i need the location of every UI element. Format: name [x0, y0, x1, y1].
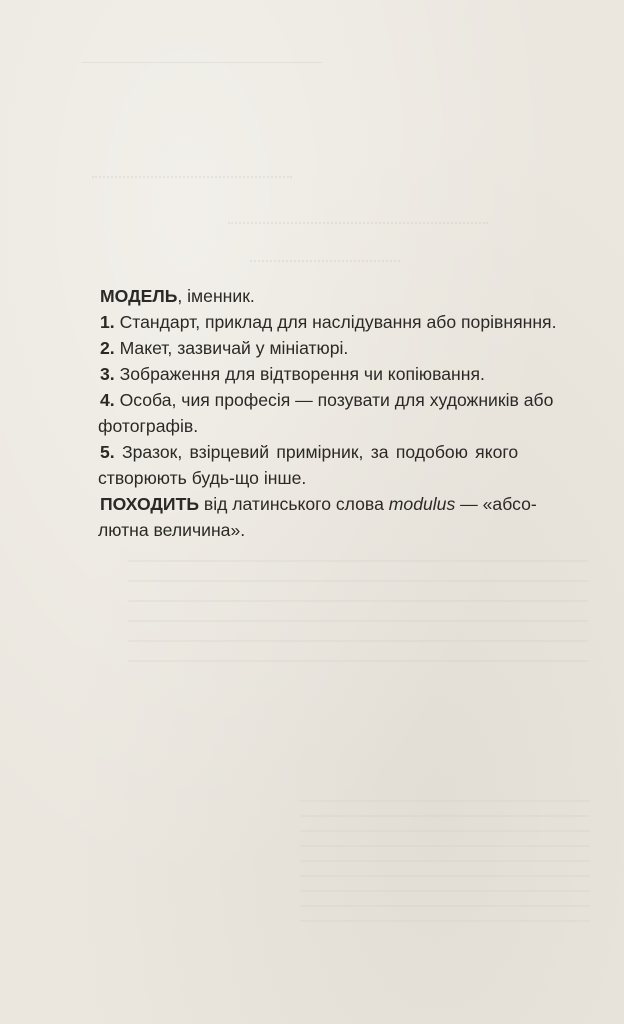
bleed-through-text-block	[128, 560, 588, 680]
bleed-through-handwriting	[228, 196, 488, 224]
sense-5	[100, 439, 587, 491]
sense-text: Макет, зазвичай у мініатюрі.	[114, 338, 349, 358]
sense-text: Зображення для відтворення чи копіювання.	[114, 364, 485, 384]
bleed-through-handwriting	[92, 150, 292, 178]
sense-number: 5.	[100, 442, 115, 462]
etymology-text-continued: лютна величина».	[98, 520, 246, 540]
sense-number: 1.	[100, 312, 115, 332]
sense-number: 3.	[100, 364, 115, 384]
sense-number: 4.	[100, 390, 115, 410]
sense-number: 2.	[100, 338, 115, 358]
sense-4	[100, 387, 587, 439]
sense-1	[100, 309, 587, 335]
sense-2	[100, 335, 587, 361]
etymology-text: від латинського слова	[198, 494, 389, 514]
sense-text-continued: фотографів.	[98, 416, 199, 436]
sense-text: Особа, чия професія — позувати для художників або	[114, 390, 554, 410]
bleed-through-mark	[82, 62, 322, 75]
sense-text: Зразок, взірцевий примірник, за подобою якого	[114, 442, 519, 462]
entry-headword: МОДЕЛЬ	[100, 286, 178, 306]
bleed-through-handwriting	[250, 240, 400, 262]
sense-text-continued: створюють будь-що інше.	[98, 468, 307, 488]
etymology-label: ПОХОДИТЬ	[100, 494, 199, 514]
etymology-word: modulus	[388, 494, 456, 514]
sense-text: Стандарт, приклад для наслідування або порівняння.	[114, 312, 557, 332]
dictionary-entry	[100, 283, 587, 543]
etymology	[100, 491, 587, 543]
entry-headword-line	[100, 283, 587, 309]
sense-3	[100, 361, 587, 387]
entry-part-of-speech: , іменник.	[177, 286, 255, 306]
bleed-through-imprint	[300, 800, 590, 930]
etymology-text-after: — «абсо-	[455, 494, 537, 514]
